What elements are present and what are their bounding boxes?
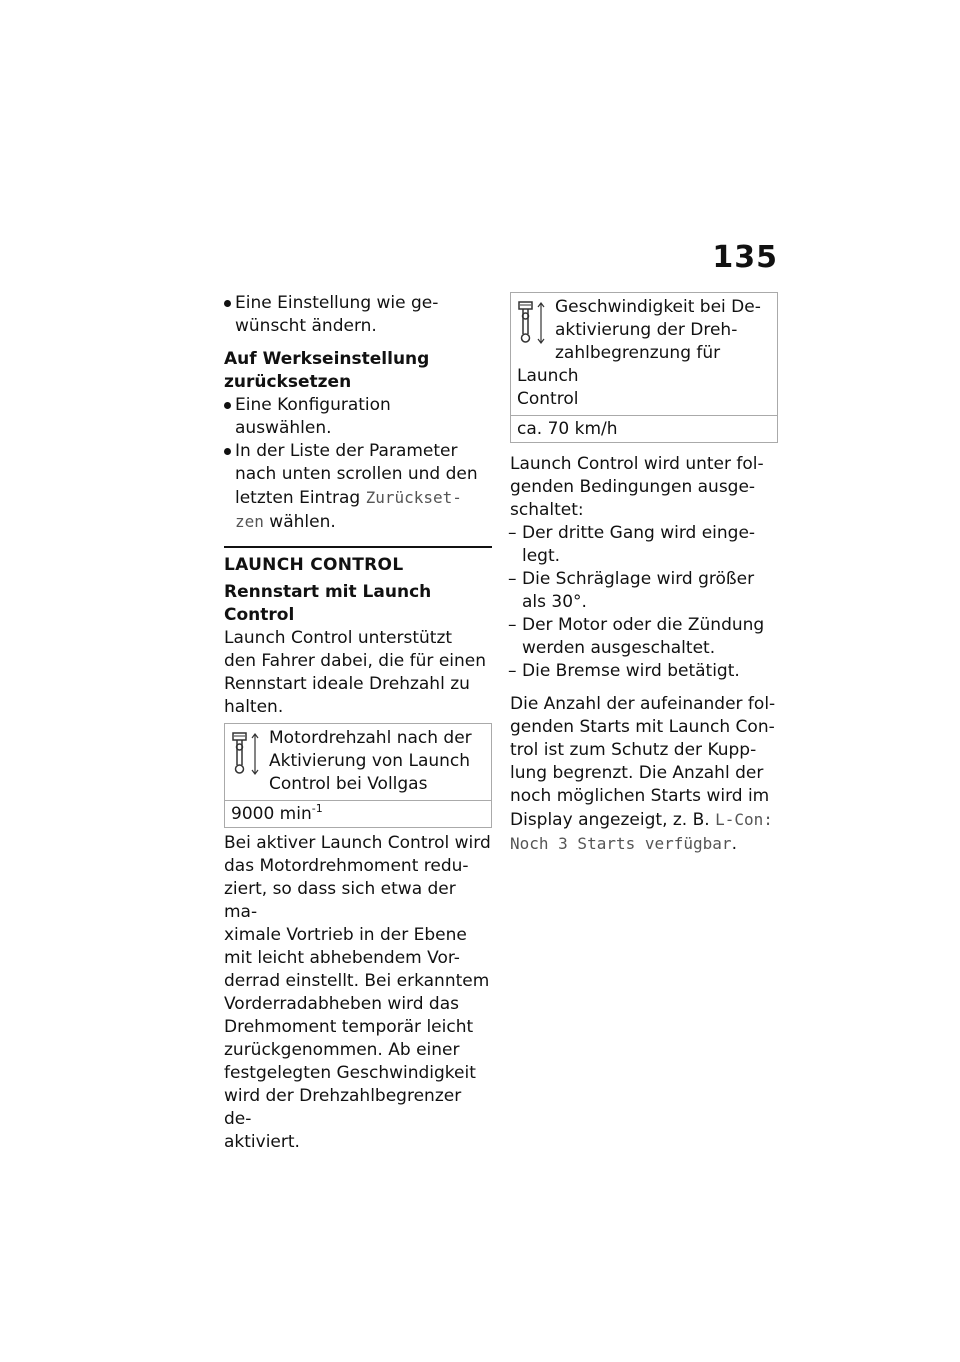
spec-label-line: zahlbegrenzung für Launch	[517, 343, 721, 386]
text-line: derrad einstellt. Bei erkanntem	[224, 971, 490, 991]
text-line: noch möglichen Starts wird im	[510, 786, 770, 806]
text-line	[510, 832, 778, 856]
bullet-text-part: wählen.	[263, 512, 336, 532]
display-entry-code: zen	[235, 512, 264, 531]
text-line: Drehmoment temporär leicht	[224, 1017, 474, 1037]
right-column	[510, 292, 778, 856]
condition-item-brake	[510, 660, 778, 683]
bullet-item-scroll-reset	[224, 440, 492, 534]
text-part: .	[731, 834, 737, 854]
text-line: halten.	[224, 697, 284, 717]
text-line: Vorderradabheben wird das	[224, 994, 459, 1014]
bullet-text: Eine Konfiguration auswählen.	[235, 395, 391, 438]
bullet-text: Eine Einstellung wie ge-	[235, 293, 439, 313]
display-entry-code: Zurückset-	[365, 488, 462, 507]
text-part: Display angezeigt, z. B.	[510, 810, 716, 830]
text-line: schaltet:	[510, 500, 584, 520]
spec-value-text: 9000 min	[231, 804, 312, 824]
piston-icon	[231, 731, 261, 777]
text-line: Rennstart ideale Drehzahl zu	[224, 674, 470, 694]
text-line: werden ausgeschaltet.	[522, 638, 716, 658]
text-line: den Fahrer dabei, die für einen	[224, 651, 487, 671]
text-line: aktiviert.	[224, 1132, 300, 1152]
text-line: genden Bedingungen ausge-	[510, 477, 756, 497]
bullet-item-adjust-setting	[224, 292, 492, 338]
spec-table-engine-speed	[224, 723, 492, 828]
text-line: – Die Schräglage wird größer	[522, 569, 755, 589]
text-line: legt.	[522, 546, 561, 566]
paragraph-start-count	[510, 693, 778, 856]
text-line: trol ist zum Schutz der Kupp-	[510, 740, 757, 760]
display-message-code: Noch 3 Starts verfügbar	[510, 834, 732, 853]
section-title-launch-control: LAUNCH CONTROL	[224, 546, 492, 577]
text-line: Bei aktiver Launch Control wird	[224, 833, 491, 853]
text-line	[510, 808, 778, 832]
spec-label-line: Control	[517, 389, 579, 409]
text-line: genden Starts mit Launch Con-	[510, 717, 775, 737]
text-line: wird der Drehzahlbegrenzer de-	[224, 1086, 462, 1129]
subheading-line: zurücksetzen	[224, 372, 352, 392]
bullet-text	[235, 510, 492, 534]
spec-label-line: aktivierung der Dreh-	[555, 320, 738, 340]
paragraph-deactivation	[510, 453, 778, 522]
text-line: das Motordrehmoment redu-	[224, 856, 469, 876]
page-number: 135	[712, 240, 778, 275]
bullet-text: wünscht ändern.	[235, 316, 377, 336]
text-line: lung begrenzt. Die Anzahl der	[510, 763, 764, 783]
bullet-text-part: letzten Eintrag	[235, 488, 366, 508]
spec-value: ca. 70 km/h	[517, 419, 618, 439]
spec-label-line: Geschwindigkeit bei De-	[555, 297, 761, 317]
condition-item-engine-off	[510, 614, 778, 660]
spec-label-line: Motordrehzahl nach der	[269, 728, 472, 748]
text-line: ziert, so dass sich etwa der ma-	[224, 879, 456, 922]
bullet-text: In der Liste der Parameter	[235, 441, 458, 461]
condition-item-lean-angle	[510, 568, 778, 614]
text-line: – Der Motor oder die Zündung	[522, 615, 765, 635]
bullet-text	[235, 486, 492, 510]
condition-item-third-gear	[510, 522, 778, 568]
paragraph-torque	[224, 832, 492, 1154]
spec-value	[225, 801, 491, 827]
text-line: als 30°.	[522, 592, 587, 612]
piston-icon	[517, 300, 547, 346]
subheading-line: Auf Werkseinstellung	[224, 349, 430, 369]
display-message-code: L-Con:	[715, 810, 773, 829]
subheading-race-start: Rennstart mit Launch Control	[224, 582, 432, 625]
text-line: zurückgenommen. Ab einer	[224, 1040, 460, 1060]
spec-label-line: Aktivierung von Launch	[269, 751, 471, 771]
text-line: mit leicht abhebendem Vor-	[224, 948, 460, 968]
bullet-text: nach unten scrollen und den	[235, 464, 478, 484]
text-line: Die Anzahl der aufeinander fol-	[510, 694, 776, 714]
text-line: festgelegten Geschwindigkeit	[224, 1063, 476, 1083]
text-line: – Die Bremse wird betätigt.	[522, 661, 740, 681]
bullet-item-select-config	[224, 394, 492, 440]
text-line: ximale Vortrieb in der Ebene	[224, 925, 467, 945]
spec-label	[225, 724, 491, 801]
spec-table-speed-limit	[510, 292, 778, 443]
text-line: – Der dritte Gang wird einge-	[522, 523, 756, 543]
subheading-factory-reset	[224, 348, 492, 394]
text-line: Launch Control wird unter fol-	[510, 454, 764, 474]
spec-label-line: Control bei Vollgas	[269, 774, 428, 794]
spec-value-exponent: -1	[311, 802, 323, 815]
spec-label	[511, 293, 777, 416]
paragraph-intro	[224, 627, 492, 719]
left-column	[224, 292, 492, 1154]
text-line: Launch Control unterstützt	[224, 628, 453, 648]
